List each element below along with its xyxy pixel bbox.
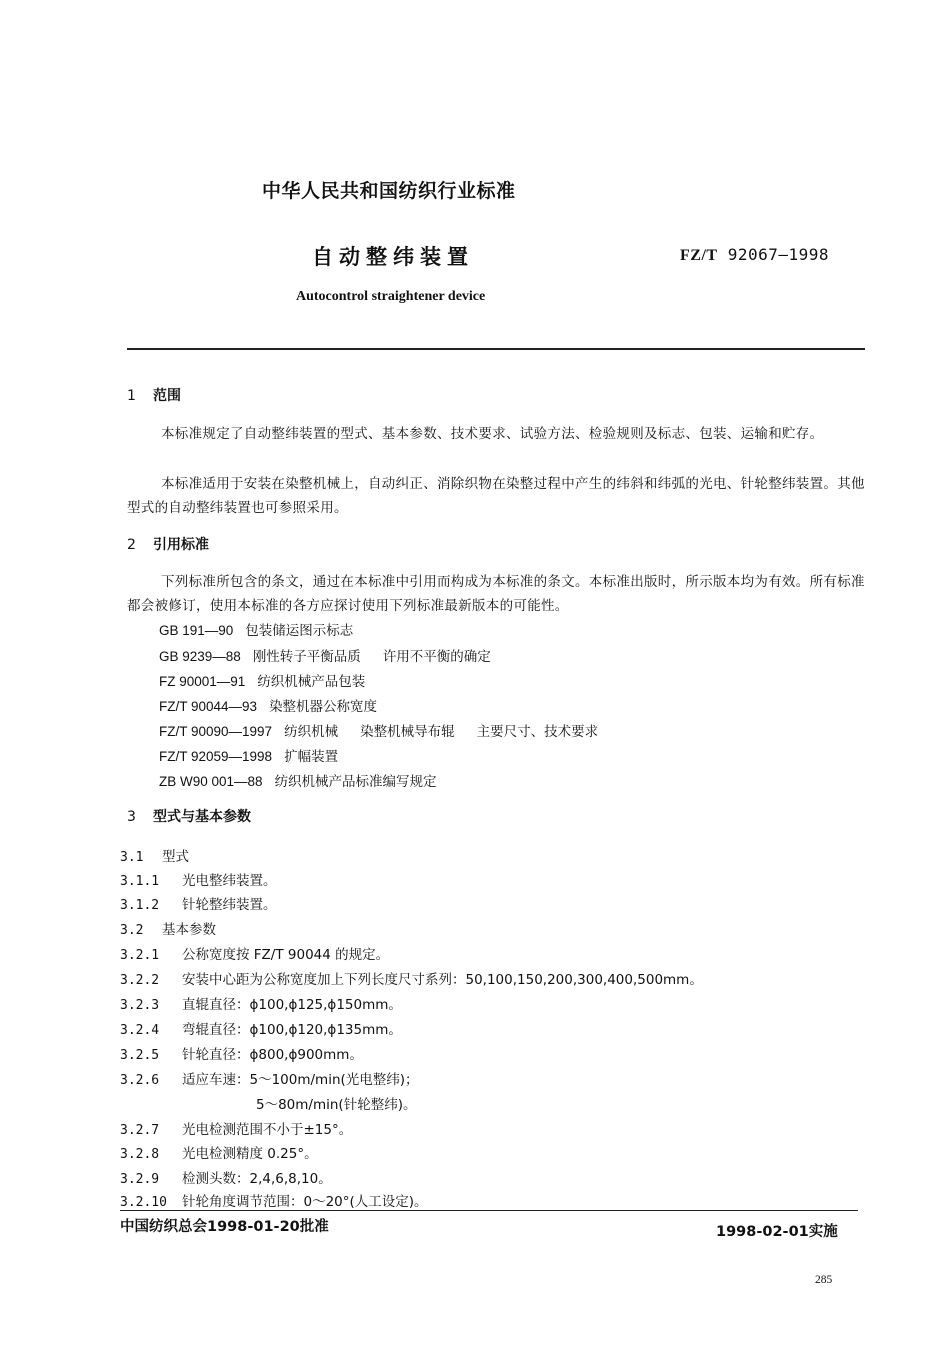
clause-item: 3.1.2 针轮整纬装置。 bbox=[120, 897, 277, 913]
clause-item: 3.1.1 光电整纬装置。 bbox=[120, 873, 277, 889]
reference-standard-item: FZ/T 90044—93 染整机器公称宽度 bbox=[159, 699, 378, 715]
reference-standard-item: FZ/T 90090—1997 纺织机械 染整机械导布辊 主要尺寸、技术要求 bbox=[159, 724, 599, 740]
clause-item: 3.2.9 检测头数：2,4,6,8,10。 bbox=[120, 1171, 332, 1187]
section-heading-1: 1 范围 bbox=[127, 388, 181, 404]
clause-item: 3.2.2 安装中心距为公称宽度加上下列长度尺寸系列：50,100,150,200,300,400,500mm。 bbox=[120, 972, 703, 988]
clause-item: 3.2 基本参数 bbox=[120, 922, 216, 938]
approval-date: 中国纺织总会1998-01-20批准 bbox=[120, 1219, 329, 1235]
section-1-paragraph-2: 本标准适用于安装在染整机械上，自动纠正、消除织物在染整过程中产生的纬斜和纬弧的光电、针轮整纬装置。其他型式的自动整纬装置也可参照采用。 bbox=[127, 476, 865, 516]
clause-item: 3.1 型式 bbox=[120, 849, 189, 865]
reference-standard-item: ZB W90 001—88 纺织机械产品标准编写规定 bbox=[159, 774, 437, 790]
standard-code-number: 92067—1998 bbox=[717, 245, 830, 264]
section-heading-2: 2 引用标准 bbox=[127, 537, 209, 553]
header-divider bbox=[127, 348, 865, 350]
reference-standard-item: GB 191—90 包装储运图示标志 bbox=[159, 623, 354, 639]
standard-code-prefix: FZ/T bbox=[680, 247, 718, 264]
clause-item: 3.2.3 直辊直径：ϕ100,ϕ125,ϕ150mm。 bbox=[120, 997, 402, 1013]
clause-item: 3.2.4 弯辊直径：ϕ100,ϕ120,ϕ135mm。 bbox=[120, 1022, 402, 1038]
clause-item: 3.2.5 针轮直径：ϕ800,ϕ900mm。 bbox=[120, 1047, 363, 1063]
clause-continuation: 5～80m/min(针轮整纬)。 bbox=[256, 1097, 417, 1113]
clause-item: 3.2.8 光电检测精度 0.25°。 bbox=[120, 1146, 318, 1162]
clause-item: 3.2.6 适应车速：5～100m/min(光电整纬)； bbox=[120, 1072, 419, 1088]
implementation-date: 1998-02-01实施 bbox=[716, 1224, 838, 1240]
english-title: Autocontrol straightener device bbox=[296, 289, 486, 304]
reference-standard-item: FZ 90001—91 纺织机械产品包装 bbox=[159, 674, 366, 690]
standard-code bbox=[680, 245, 829, 265]
standard-title: 自动整纬装置 bbox=[312, 245, 474, 269]
clause-item: 3.2.1 公称宽度按 FZ/T 90044 的规定。 bbox=[120, 947, 390, 963]
issuing-authority-title: 中华人民共和国纺织行业标准 bbox=[262, 180, 516, 202]
reference-standard-item: GB 9239—88 刚性转子平衡品质 许用不平衡的确定 bbox=[159, 649, 491, 665]
clause-item: 3.2.7 光电检测范围不小于±15°。 bbox=[120, 1122, 353, 1138]
section-1-paragraph-1: 本标准规定了自动整纬装置的型式、基本参数、技术要求、试验方法、检验规则及标志、包装、运输和贮存。 bbox=[161, 426, 824, 442]
footer-divider bbox=[120, 1210, 858, 1211]
section-heading-3: 3 型式与基本参数 bbox=[127, 809, 251, 825]
clause-item: 3.2.10 针轮角度调节范围：0～20°(人工设定)。 bbox=[120, 1194, 428, 1210]
section-2-paragraph-1: 下列标准所包含的条文，通过在本标准中引用而构成为本标准的条文。本标准出版时，所示版本均为有效。所有标准都会被修订，使用本标准的各方应探讨使用下列标准最新版本的可能性。 bbox=[127, 574, 865, 614]
page-number: 285 bbox=[815, 1274, 833, 1286]
reference-standard-item: FZ/T 92059—1998 扩幅装置 bbox=[159, 749, 339, 765]
